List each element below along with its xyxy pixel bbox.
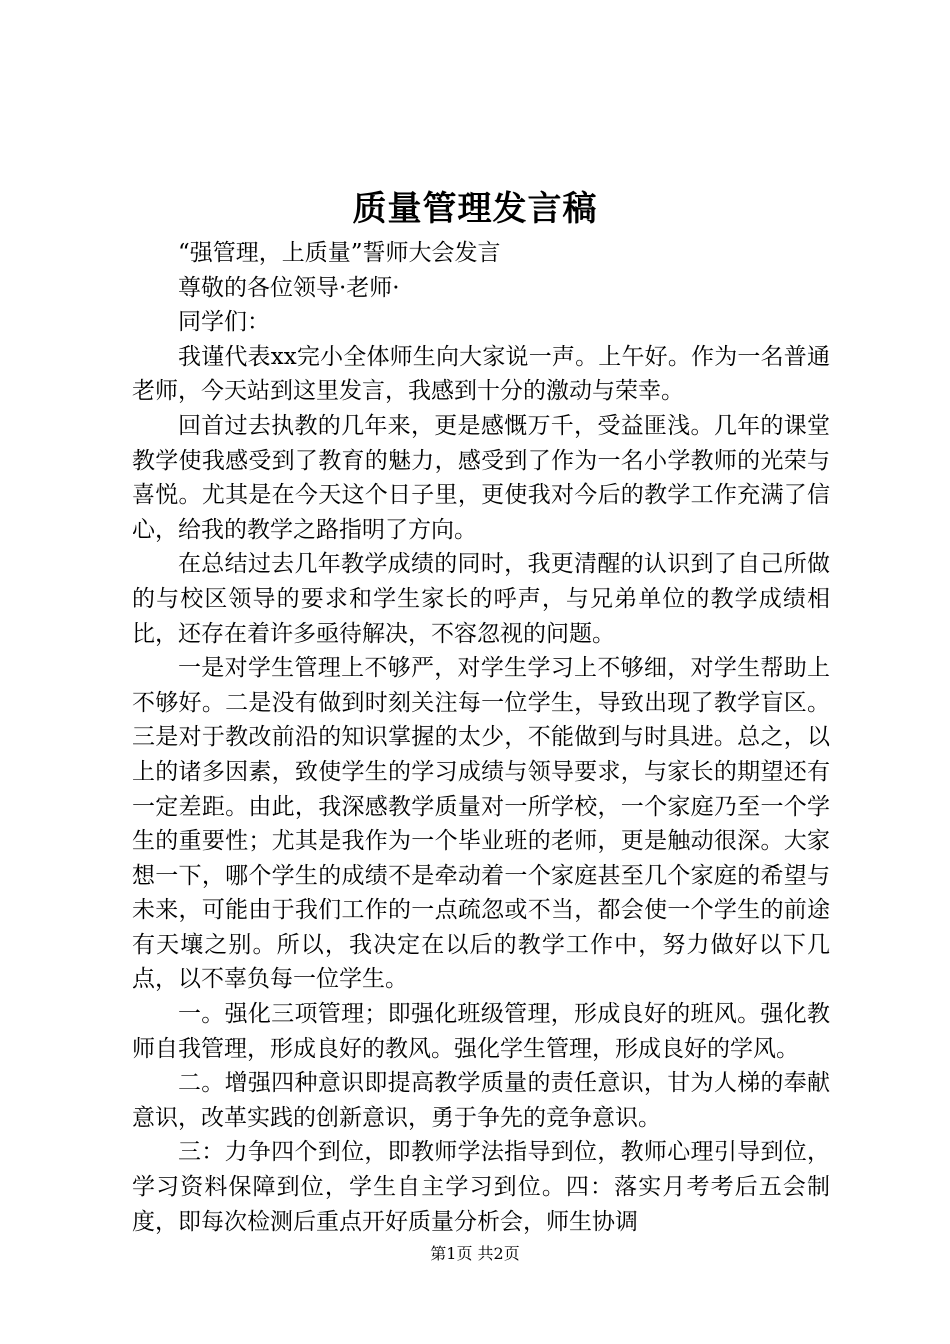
salutation-line-2: 同学们： — [178, 309, 270, 336]
paragraph-reflection: 回首过去执教的几年来，更是感慨万千，受益匪浅。几年的课堂教学使我感受到了教育的魅力，感受到了作为一名小学教师的光荣与喜悦。尤其是在今天这个日子里，更使我对今后的教学工作充满了信心，给我的教学之路指明了方向。 — [132, 412, 830, 543]
paragraph-point-1: 一。强化三项管理；即强化班级管理，形成良好的班风。强化教师自我管理，形成良好的教风。强化学生管理，形成良好的学风。 — [132, 1001, 830, 1062]
document-title: 质量管理发言稿 — [352, 189, 598, 229]
paragraph-problems: 一是对学生管理上不够严，对学生学习上不够细，对学生帮助上不够好。二是没有做到时刻关注每一位学生，导致出现了教学盲区。三是对于教改前沿的知识掌握的太少，不能做到与时具进。总之，以上的诸多因素，致使学生的学习成绩与领导要求，与家长的期望还有一定差距。由此，我深感教学质量对一所学校，一个家庭乃至一个学生的重要性；尤其是我作为一个毕业班的老师，更是触动很深。大家想一下，哪个学生的成绩不是牵动着一个家庭甚至几个家庭的希望与未来，可能由于我们工作的一点疏忽或不当，都会使一个学生的前途有天壤之别。所以，我决定在以后的教学工作中，努力做好以下几点，以不辜负每一位学生。 — [132, 655, 830, 993]
document-body — [132, 236, 830, 1239]
page-number: 第1页 共2页 — [430, 1244, 520, 1263]
salutation-line-1: 尊敬的各位领导·老师· — [178, 274, 400, 301]
paragraph-intro: 我谨代表xx完小全体师生向大家说一声。上午好。作为一名普通老师，今天站到这里发言，我感到十分的激动与荣幸。 — [132, 343, 830, 405]
speech-heading: “强管理，上质量”誓师大会发言 — [178, 240, 501, 266]
paragraph-point-3-4: 三：力争四个到位，即教师学法指导到位，教师心理引导到位，学习资料保障到位，学生自主学习到位。四：落实月考考后五会制度，即每次检测后重点开好质量分析会，师生协调 — [132, 1139, 830, 1235]
paragraph-problems-intro: 在总结过去几年教学成绩的同时，我更清醒的认识到了自己所做的与校区领导的要求和学生家长的呼声，与兄弟单位的教学成绩相比，还存在着许多亟待解决，不容忽视的问题。 — [132, 551, 830, 647]
paragraph-point-2: 二。增强四种意识即提高教学质量的责任意识，甘为人梯的奉献意识，改革实践的创新意识，勇于争先的竞争意识。 — [132, 1070, 830, 1131]
